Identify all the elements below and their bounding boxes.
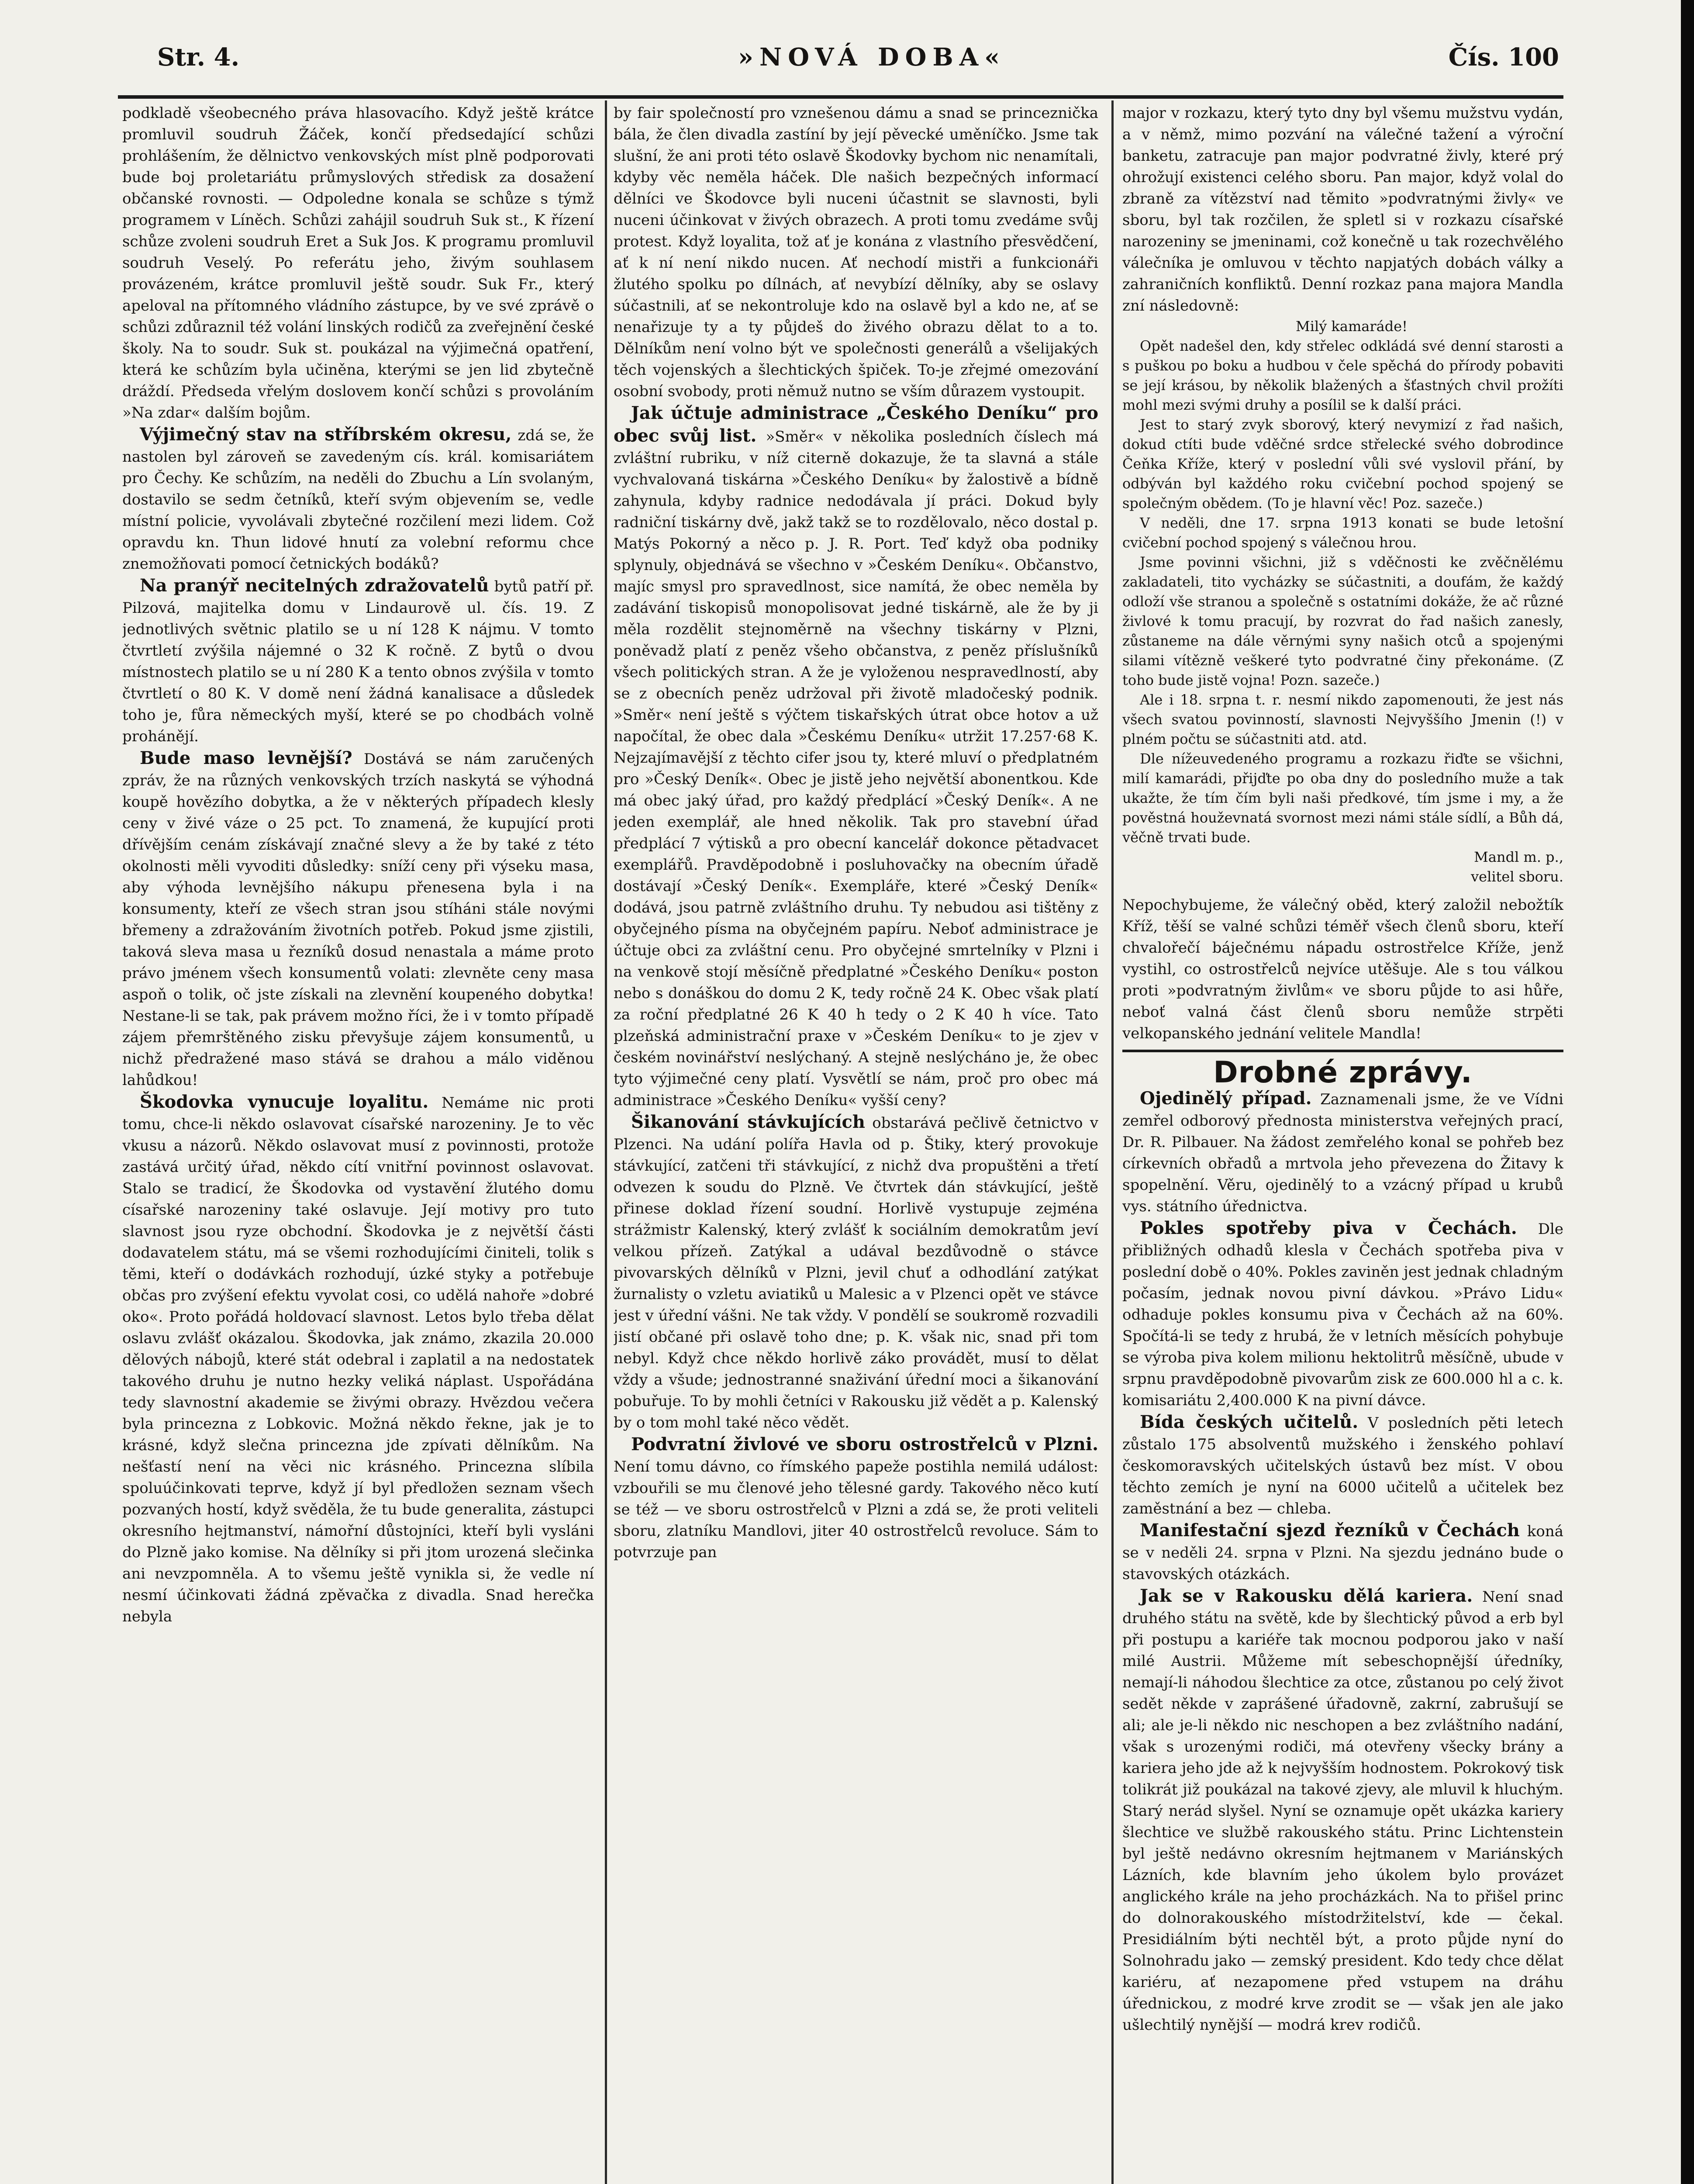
article-text: Nepochybujeme, že válečný oběd, který založil nebožtík Kříž, těší se valné schůzi téměř všech členů sboru, kteří chvalořečí báječnému nápadu ostrostřelce Kříže, jenž vystihl, co ostrostřelců nejvíce utěšuje. Ale s tou válkou proti »podvratným živlům« ve sboru půjde to asi hůře, neboť valná část členů sboru nemůže strpěti velkopanského jednání velitele Mandla! xyxy=(1122,896,1563,1042)
column-1 xyxy=(122,103,594,2184)
newspaper-title: »NOVÁ DOBA« xyxy=(738,43,1006,72)
page-header xyxy=(118,34,1559,82)
article-heading: Jak účtuje administrace „Českého Deníku“ pro obec svůj list. xyxy=(614,403,1098,446)
section-title: Drobné zprávy. xyxy=(1213,1055,1473,1090)
letter-paragraph: Jest to starý zvyk sborový, který nevymizí z řad našich, dokud ctíti bude vděčné srdce střelecké svého dobrodince Čeňka Kříže, který v poslední vůli své vyslovil přání, by odbýván byl každého roku cvičební pochod spojený se společným obědem. (To je hlavní věc! Poz. sazeče.) xyxy=(1122,416,1563,511)
article-text: zdá se, že nastolen byl zároveň se zavedeným cís. král. komisariátem pro Čechy. Ke schůzím, na neděli do Zbuchu a Lín svolaným, dostavilo se sedm četníků, kteří svým objevením se, vedle místní policie, vyvolávali zbytečné rozčilení mezi lidem. Což opravdu kn. Thun lidové hnutí za volební reformu chce znemožňovati pomocí četnických bodáků? xyxy=(122,427,594,573)
column-3 xyxy=(1122,103,1563,2184)
letter-signature: Mandl m. p., xyxy=(1474,849,1563,865)
column-2 xyxy=(614,103,1098,2184)
article-text: Nemáme nic proti tomu, chce-li někdo oslavovat císařské narozeniny. Je to věc vkusu a názorů. Někdo oslavovat musí z povinnosti, protože zastává určitý úřad, někdo cítí vnitřní povinnost oslavovat. Stalo se tradicí, že Škodovka od vystavění žlutého domu císařské narozeniny také oslavuje. Její motivy pro tuto slavnost jsou ryze obchodní. Škodovka je z největší části dodavatelem státu, má se všemi rozhodujícími činiteli, tolik s těmi, kteří o dodávkách rozhodují, úzké styky a potřebuje občas pro zvýšení efektu vyvolat cosi, co udělá nahoře »dobré oko«. Proto pořádá holdovací slavnost. Letos bylo třeba dělat oslavu zvlášť okázalou. Škodovka, jak známo, zkazila 20.000 dělových nábojů, které stát odebral i zaplatil a na nedostatek takového druhu je nutno hezky veliká náplast. Uspořádána tedy slavnostní akademie se živými obrazy. Hvězdou večera byla princezna z Lobkovic. Možná někdo řekne, jak je to krásné, když slečna princezna jde zpívati dělníkům. Na nešťastí není na věci nic krásného. Princezna slíbila spoluúčinkovati teprve, když jí byl předložen seznam všech pozvaných hostí, když svěděla, že tu bude generalita, zástupci okresního hejtmanství, námořní důstojníci, kteří byli vysláni do Plzně jako komise. Na dělníky si při jtom urozená slečinka ani nevzpomněla. A to všemu ještě vynikla si, že vedle ní nesmí účinkovati žádná zpěvačka z divadla. Snad herečka nebyla xyxy=(122,1094,594,1625)
page-number: Str. 4. xyxy=(157,43,240,72)
letter-paragraph: Jsme povinni všichni, již s vděčnosti ke zvěčnělému zakladateli, tito vycházky se súčastniti, a doufám, že každý odloží vše stranou a společně s ostatními dokáže, že ač různé živlové k tomu pracují, by rozvrat do řad našich zanesly, zůstaneme na dále věrnými syny našich otců a spojenými silami vítězně veškeré tyto podvratné činy překonáme. (Z toho bude jistě vojna! Pozn. sazeče.) xyxy=(1122,554,1563,688)
article-heading: Podvratní živlové ve sboru ostrostřelců v Plzni. xyxy=(631,1434,1098,1455)
letter-paragraph: Ale i 18. srpna t. r. nesmí nikdo zapomenouti, že jest nás všech svatou povinností, slavnosti Nejvyššího Jmenin (!) v plném počtu se súčastniti atd. atd. xyxy=(1122,691,1563,747)
letter-paragraph: Dle nížeuvedeného programu a rozkazu řiďte se všichni, milí kamarádi, přijďte po oba dny do posledního muže a tak ukažte, že tím čím byli naši předkové, tím jsme i my, a že pověstná houževnatá svornost mezi námi stále sídlí, a Bůh dá, věčně trvati bude. xyxy=(1122,750,1563,846)
article-text: podkladě všeobecného práva hlasovacího. Když ještě krátce promluvil soudruh Žáček, končí předsedající schůzi prohlášením, že dělnictvo venkovských míst plně podporovati bude boj proletariátu průmyslových středisk za dosažení občanské rovnosti. — Odpoledne konala se schůze s týmž programem v Líněch. Schůzi zahájil soudruh Suk st., K řízení schůze zvoleni soudruh Eret a Suk Jos. K programu promluvil soudruh Veselý. Po referátu jeho, živým souhlasem provázeném, krátce promluvil ještě soudr. Suk Fr., který apeloval na přítomného vládního zástupce, by ve své zprávě o schůzi zdůraznil též volání linských rodičů za zveřejnění české školy. Na to soudr. Suk st. poukázal na výjimečná opatření, která ke schůzím byla učiněna, kterými se jen lid zbytečně dráždí. Předseda vřelým doslovem končí schůzi s provoláním »Na zdar« dalším bojům. xyxy=(122,104,594,422)
news-text: koná se v neděli 24. srpna v Plzni. Na sjezdu jednáno bude o stavovských otázkách. xyxy=(1122,1523,1563,1583)
letter-signature-title: velitel sboru. xyxy=(1471,868,1563,885)
article-heading: Škodovka vynucuje loyalitu. xyxy=(140,1092,429,1112)
news-heading: Manifestační sjezd řezníků v Čechách xyxy=(1140,1520,1520,1541)
article-heading: Výjimečný stav na stříbrském okresu, xyxy=(140,424,512,445)
news-heading: Bída českých učitelů. xyxy=(1140,1412,1359,1432)
letter-paragraph: Opět nadešel den, kdy střelec odkládá své denní starosti a s puškou po boku a hudbou v čele spěchá do přírody pobaviti se její krásou, by několik blažených a šťastných chvil prožíti mohl mezi svými druhy a posílil se k další práci. xyxy=(1122,338,1563,413)
issue-number: Čís. 100 xyxy=(1448,43,1559,72)
news-text: Zaznamenali jsme, že ve Vídni zemřel odborový přednosta ministerstva veřejných prací, Dr. R. Pilbauer. Na žádost zemřelého konal se pohřeb bez církevních obřadů a mrtvola jeho převezena do Žitavy k spopelnění. Věru, ojedinělý to a vzácný případ u krubů vys. státního úřednictva. xyxy=(1122,1091,1563,1215)
article-text: obstarává pečlivě četnictvo v Plzenci. Na udání polířa Havla od p. Štiky, který provokuje stávkující, zatčeni tři stávkující, z nichž dva propuštěni a třetí odvezen k soudu do Plzně. Ve čtvrtek dán stávkující, ještě přinese doklad řízení soudní. Horlivě vystupuje zejména strážmistr Kalenský, který zvlášť k sociálním demokratům jeví velkou přízeň. Zatýkal a udával bezdůvodně o stávce pivovarských dělníků v Plzni, jevil chuť a odhodlání zatýkat žurnalisty o vzletu aviatiků u Malesic a v Plzenci opět ve stávce jest v úřední vášni. Ne tak vždy. V pondělí se soukromě rozvadili jistí občané při oslavě toho dne; p. K. však nic, snad při tom nebyl. Když chce někdo horlivě záko provádět, musí to dělat vždy a všude; jednostranné snaživání úřední moci a šikanování pobuřuje. To by mohli četníci v Rakousku již vědět a p. Kalenský by o tom mohl také něco vědět. xyxy=(614,1114,1098,1431)
article-heading: Na pranýř necitelných zdražovatelů xyxy=(140,575,489,596)
article-text: »Směr« v několika posledních číslech má zvláštní rubriku, v níž citerně dokazuje, že ta slavná a stále vychvalovaná tiskárna »Českého Deníku« by žalostivě a bídně zahynula, kdyby radnice nedodávala jí práci. Dokud byly radniční tiskárny dvě, jakž takž se to rozdělovalo, něco dostal p. Matýs Pokorný a něco p. J. R. Port. Teď když oba podniky splynuly, objednává se všechno v »Českém Deníku«. Občanstvo, majíc smysl pro spravedlnost, sice namítá, že obec neměla by zadávání tiskopisů monopolisovat jedné tiskárně, ale že by ji měla rozdělit stejnoměrně na všechny tiskárny v Plzni, poněvadž platí z peněz všeho občanstva, z peněz příslušníků všech politických stran. A že je vyloženou nespravedlností, aby se z obecních peněz udržoval při životě mladočeský podnik. »Směr« není ještě s výčtem tiskařských útrat obce hotov a už napočítal, že obec dala »Českému Deníku« utržit 17.257·68 K. Nejzajímavější z těchto cifer jsou ty, které mluví o předplatném pro »Český Deník«. Obec je jistě jeho největší abonentkou. Kde má obec jaký úřad, pro každý předplácí »Český Deník«. A ne jeden exemplář, ale hned několik. Tak pro stavební úřad předplácí 7 výtisků a pro obecní kancelář dokonce pětadvacet exemplářů. Pravděpodobně i posluhovačky na obecním úřadě dostávají »Český Deník«. Exempláře, které »Český Deník« dodává, jsou patrně zvláštního druhu. Ty nebudou asi tištěny z obyčejného písma na obyčejném papíru. Neboť administrace je účtuje obci za zvláštní cenu. Pro obyčejné smrtelníky v Plzni i na venkově stojí měsíčně předplatné »Českého Deníku« poston nebo s donáškou do domu 2 K, tedy ročně 24 K. Obec však platí za roční předplatné 26 K 40 h tedy o 2 K 40 h více. Tato plzeňská administrační praxe v »Českém Deníku« to je zjev v českém novinářství neslýchaný. A stejně neslýcháno je, že obec tyto výjimečné ceny platí. Vysvětlí se nám, proč pro obec má administrace »Českého Deníku« vyšší ceny? xyxy=(614,428,1098,1109)
letter-salutation: Milý kamaráde! xyxy=(1295,318,1408,335)
article-text: Dostává se nám zaručených zpráv, že na různých venkovských trzích naskytá se výhodná koupě hovězího dobytka, a že v některých případech klesly ceny v živé váze o 25 pct. To znamená, že kupující proti dřívějším cenám získávají značné slevy a že by také z této okolnosti měli vyvoditi důsledky: sníží ceny při výseku masa, aby výhoda levnějšího nákupu přenesena byla i na konsumenty, kteří ze všech stran jsou stíháni stále novými břemeny a zdražováním životních potřeb. Pokud jsme zjistili, taková sleva masa u řezníků dosud nenastala a máme proto právo jménem všech konsumentů volati: zlevněte ceny masa aspoň o tolik, oč jste získali na zlevnění koupeného dobytka! Nestane-li se tak, pak právem možno říci, že i v tomto případě zájem přemrštěného zisku převyšuje zájem konsumentů, u nichž předražené maso stává se drahou a málo viděnou lahůdkou! xyxy=(122,750,594,1089)
news-heading: Ojedinělý případ. xyxy=(1140,1088,1312,1109)
scan-edge-right xyxy=(1681,0,1694,2184)
article-text: major v rozkazu, který tyto dny byl všemu mužstvu vydán, a v němž, mimo pozvání na válečné tažení a výroční banketu, zatracuje pan major podvratné živly, které prý ohrožují existenci celého sboru. Pan major, když volal do zbraně za vítězství nad těmito »podvratnými živly« ve sboru, byl tak rozčilen, že spletl si v rozkazu císařské narozeniny se jmeninami, což konečně u tak rozechvělého válečníka je omluvou v těchto napjatých dobách války a zahraničních konfliktů. Denní rozkaz pana majora Mandla zní následovně: xyxy=(1122,104,1563,314)
article-text: bytů patří př. Pilzová, majitelka domu v Lindaurově ul. čís. 19. Z jednotlivých světnic platilo se u ní 128 K nájmu. V tomto čtvrtletí zvýšila nájemné o 32 K ročně. Z bytů o dvou místnostech platilo se u ní 280 K a tento obnos zvýšila v tomto čtvrtletí o 80 K. V domě není žádná kanalisace a důsledek toho je, fůra německých myší, které se po chodbách volně prohánějí. xyxy=(122,578,594,745)
article-heading: Šikanování stávkujících xyxy=(631,1112,865,1132)
news-text: V posledních pěti letech zůstalo 175 absolventů mužského i ženského pohlaví českomoravských učitelských ústavů bez míst. V obou těchto zemích je nyní na 6000 učitelů a učitelek bez zaměstnání a bez — chleba. xyxy=(1122,1414,1563,1517)
column-divider-1 xyxy=(605,100,607,2184)
column-divider-2 xyxy=(1111,100,1114,2184)
header-rule xyxy=(118,95,1563,99)
section-rule xyxy=(1122,1050,1563,1052)
article-text: by fair společností pro vznešenou dámu a snad se princeznička bála, že člen divadla zastíní by její pěvecké uměníčko. Jsme tak slušní, že ani proti této oslavě Škodovky bychom nic nenamítali, kdyby věc neměla háček. Dle našich bezpečných informací dělníci ve Škodovce byli nuceni účastnit se slavnosti, byli nuceni účinkovat v živých obrazech. A proti tomu zvedáme svůj protest. Když loyalita, tož ať je konána z vlastního přesvědčení, ať k ní není nikdo nucen. Ať nechodí mistři a funkcionáři žlutého spolku po dílnách, ať nevybízí dělníky, aby se oslavy súčastnili, ať se nekontroluje kdo na oslavě byl a kdo ne, ať se nenařizuje ty a ty půjdeš do živého obrazu dělat to a to. Dělníkům není volno být ve společnosti generálů a všelijakých těch vojenských a šlechtických špiček. To-je zřejmé omezování osobní svobody, proti němuž nutno se vším důrazem vystoupit. xyxy=(614,104,1098,400)
quoted-order xyxy=(1122,317,1563,887)
article-heading: Bude maso levnější? xyxy=(140,748,352,768)
news-heading: Jak se v Rakousku dělá kariera. xyxy=(1140,1586,1473,1606)
letter-paragraph: V neděli, dne 17. srpna 1913 konati se bude letošní cvičební pochod spojený s válečnou hrou. xyxy=(1122,515,1563,551)
article-text: Není tomu dávno, co římského papeže postihla nemilá událost: vzbouřili se mu členové jeho tělesné gardy. Takového něco kutí se též — ve sboru ostrostřelců v Plzni a zdá se, že proti veliteli sboru, zlatníku Mandlovi, jiter 40 ostrostřelců revoluce. Sám to potvrzuje pan xyxy=(614,1458,1098,1561)
news-heading: Pokles spotřeby piva v Čechách. xyxy=(1140,1218,1517,1238)
news-text: Dle přibližných odhadů klesla v Čechách spotřeba piva v poslední době o 40%. Pokles zaviněn jest jednak chladným počasím, jednak novou pivní dávkou. »Právo Lidu« odhaduje pokles konsumu piva v Čechách až na 60%. Spočítá-li se tedy z hrubá, že v letních měsících pohybuje se výroba piva kolem milionu hektolitrů měsíčně, ubude v srpnu pravděpodobně pivovarům zisk ze 600.000 hl a c. k. komisariátu 2,400.000 K na pivní dávce. xyxy=(1122,1220,1563,1409)
news-text: Není snad druhého státu na světě, kde by šlechtický původ a erb byl při postupu a kariéře tak mocnou podporou jako v naší milé Austrii. Můžeme mít sebeschopnější úředníky, nemají-li náhodou šlechtice za otce, zůstanou po celý život sedět někde v zaprášené úřadovně, zakrní, zabrušují se ali; ale je-li někdo nic neschopen a bez zvláštního nadání, však s urozenými rodiči, má otevřeny všecky brány a kariera jeho jde až k nejvyšším hodnostem. Pokrokový tisk tolikrát již poukázal na takové zjevy, ale mluvil k hluchým. Starý nerád slyšel. Nyní se oznamuje opět ukázka kariery šlechtice ve službě rakouského státu. Princ Lichtenstein byl ještě nedávno okresním hejtmanem v Mariánských Lázních, kde blavním jeho úkolem bylo provázet anglického krále na jeho procházkách. Na to přišel princ do dolnorakouského místodržitelství, kde — čekal. Presidiálním býti nechtěl být, a proto půjde nyní do Solnohradu jako — zemský president. Kdo tedy chce dělat kariéru, ať nezapomene před vstupem na dráhu úřednickou, z modré krve zrodit se — však jen ale jako ušlechtilý nynější — modrá krev rodičů. xyxy=(1122,1588,1563,2034)
